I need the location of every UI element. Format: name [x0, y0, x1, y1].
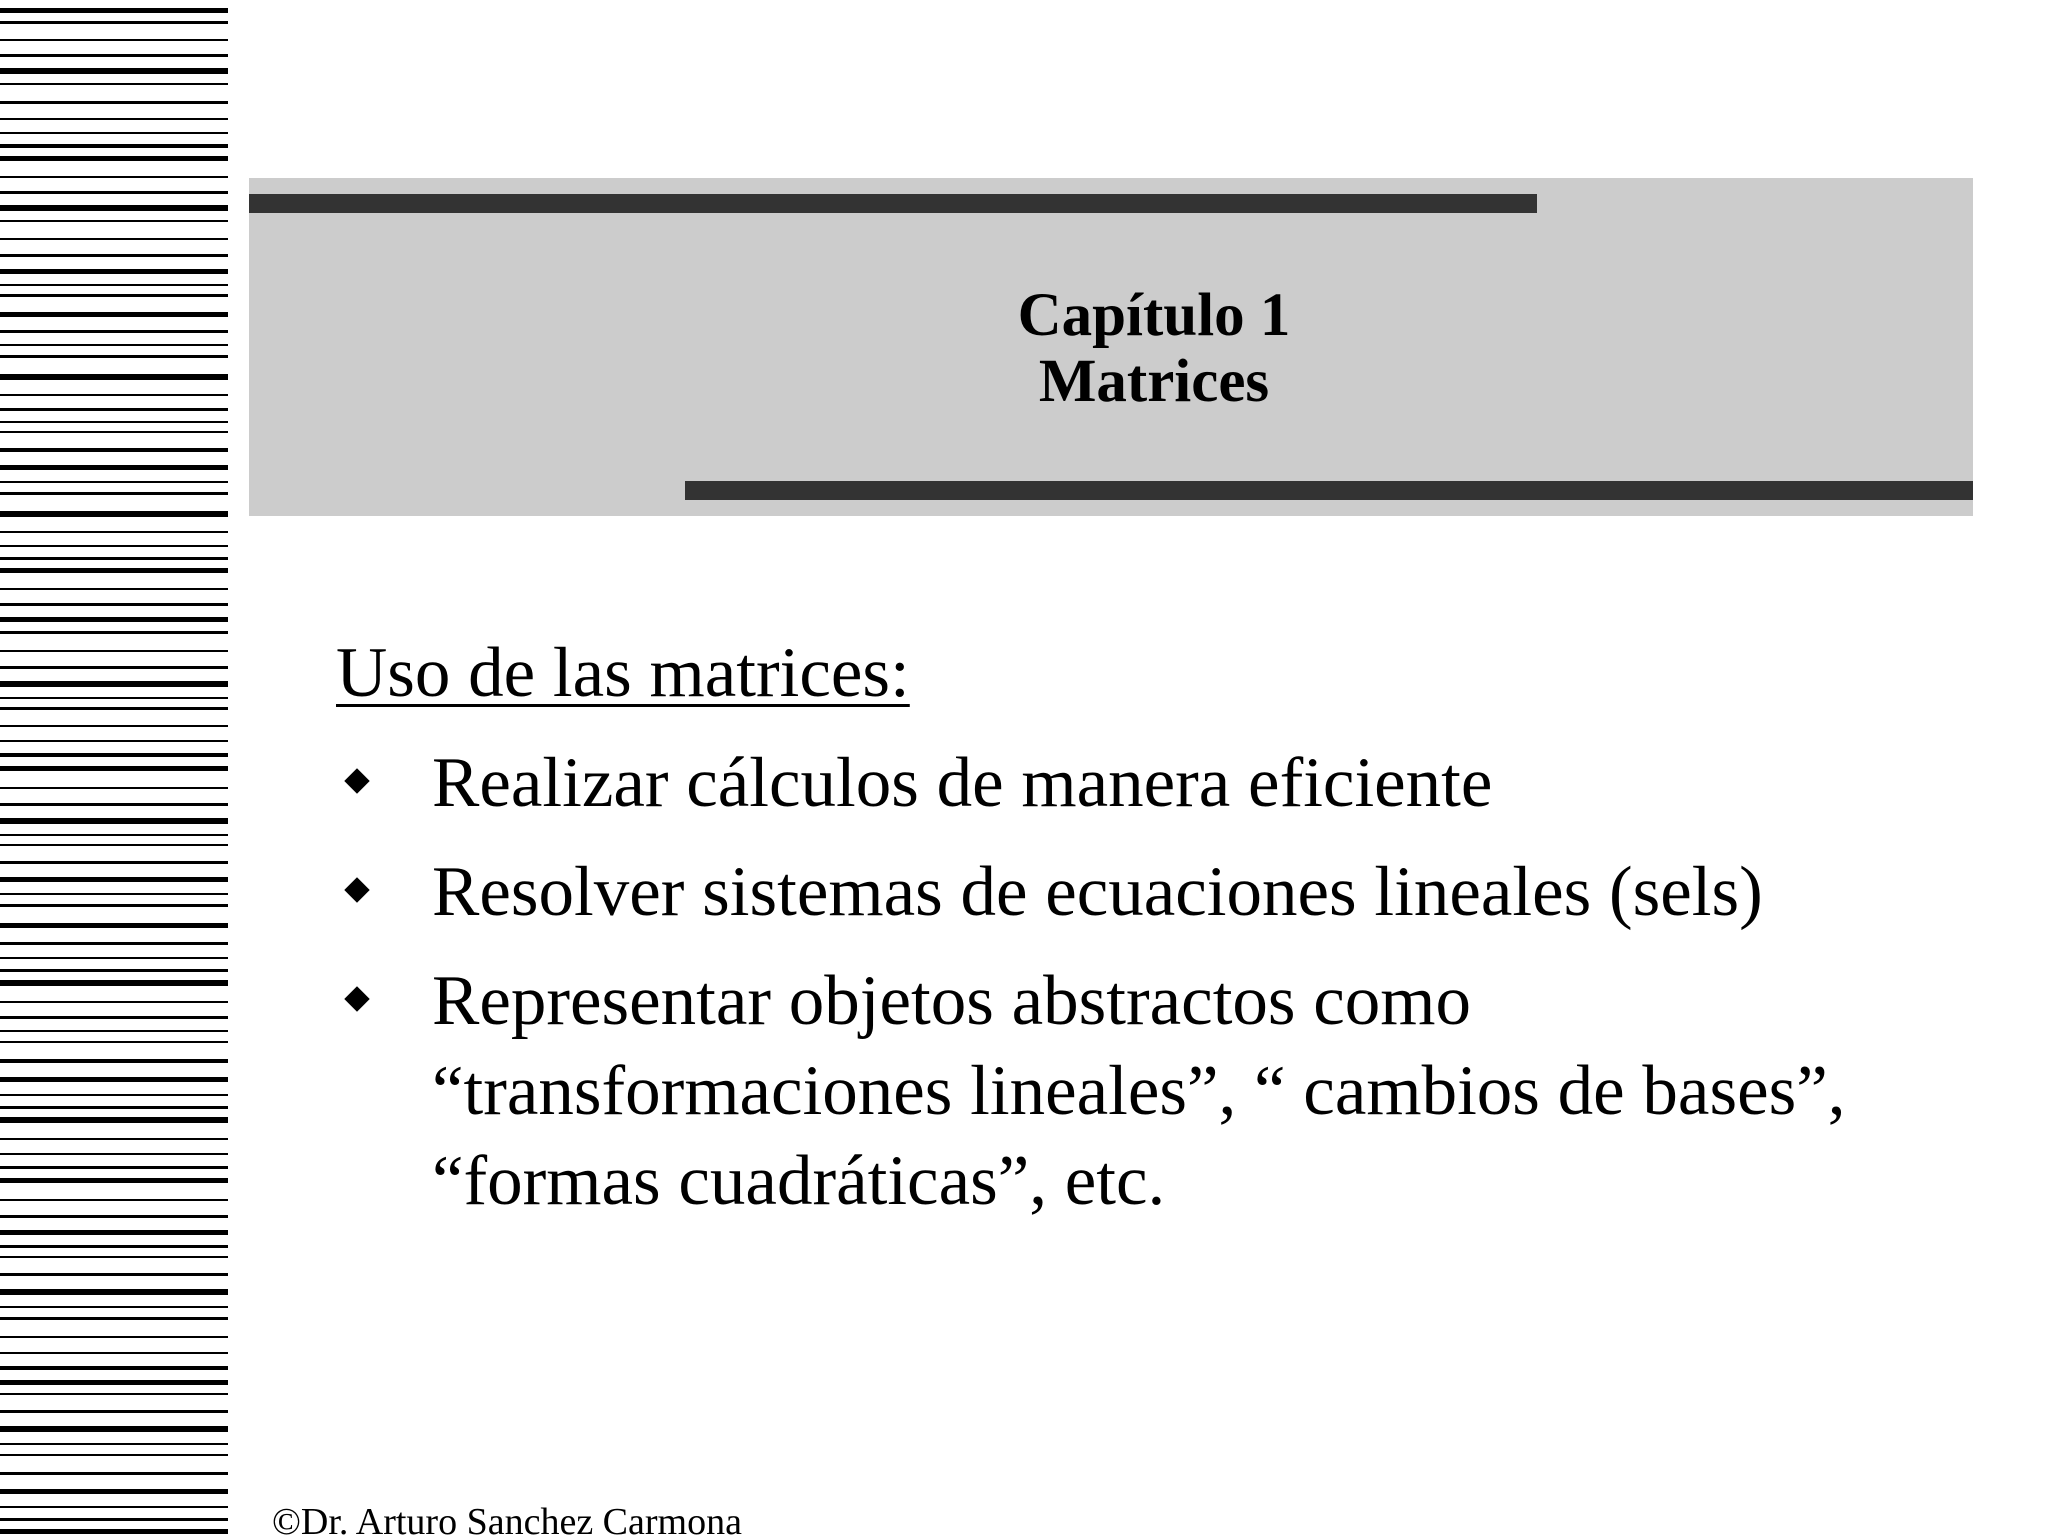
decorative-stripe [0, 666, 228, 669]
decorative-stripe [0, 1094, 228, 1096]
decorative-stripe [0, 220, 228, 222]
decorative-stripe [0, 1230, 228, 1235]
decorative-stripe [0, 101, 228, 104]
decorative-stripe [0, 844, 228, 846]
decorative-stripe [0, 1041, 228, 1043]
bullet-text: Realizar cálculos de manera eficiente [432, 744, 1493, 822]
decorative-stripe [0, 1215, 228, 1218]
decorative-stripe [0, 408, 228, 411]
decorative-stripe [0, 1153, 228, 1155]
decorative-stripe [0, 893, 228, 895]
decorative-stripe [0, 1410, 228, 1413]
decorative-stripe [0, 1306, 228, 1308]
decorative-stripe [0, 1529, 228, 1534]
decorative-stripe [0, 269, 228, 274]
decorative-stripe [0, 568, 228, 573]
decorative-stripe [0, 83, 228, 85]
decorative-stripe [0, 421, 228, 423]
decorative-stripe [0, 942, 228, 945]
decorative-stripe [0, 374, 228, 380]
bullet-text: Representar objetos abstractos como “transformaciones lineales”, “ cambios de bases”, “formas cuadráticas”, etc. [432, 962, 1846, 1220]
decorative-stripe [0, 191, 228, 194]
decorative-stripe [0, 877, 228, 882]
decorative-stripe [0, 1245, 228, 1248]
decorative-stripe [0, 1016, 228, 1019]
decorative-stripe [0, 557, 228, 560]
decorative-stripe [0, 1380, 228, 1385]
decorative-stripe [0, 818, 228, 824]
decorative-stripe [0, 707, 228, 710]
diamond-bullet-icon [344, 986, 369, 1011]
decorative-stripe [0, 861, 228, 864]
title-topic: Matrices [1038, 348, 1270, 415]
decorative-stripe [0, 1443, 228, 1445]
decorative-stripe [0, 284, 228, 286]
diamond-bullet-icon [344, 768, 369, 793]
diamond-bullet-icon [344, 877, 369, 902]
decorative-stripe [0, 1199, 228, 1201]
decorative-stripe [0, 1472, 228, 1475]
decorative-stripe [0, 1489, 228, 1494]
decorative-stripe [0, 144, 228, 148]
decorative-stripe [0, 492, 228, 495]
bullet-item [336, 738, 1976, 828]
decorative-stripe [0, 834, 228, 836]
decorative-stripe [0, 1077, 228, 1082]
decorative-stripe [0, 803, 228, 806]
decorative-stripe [0, 205, 228, 211]
decorative-stripe [0, 1138, 228, 1140]
decorative-stripe [0, 787, 228, 789]
decorative-stripe [0, 1336, 228, 1338]
decorative-stripe [0, 650, 228, 652]
title-chapter: Capítulo 1 [1017, 282, 1291, 349]
copyright-footer: ©Dr. Arturo Sanchez Carmona [272, 1501, 742, 1536]
decorative-stripe [0, 1366, 228, 1370]
bullet-item [336, 847, 1976, 937]
decorative-stripe [0, 238, 228, 240]
decorative-stripe [0, 631, 228, 634]
decorative-stripe [0, 603, 228, 606]
decorative-stripe [0, 344, 228, 346]
decorative-stripe [0, 54, 228, 57]
decorative-stripe [0, 481, 228, 483]
decorative-stripe [0, 1506, 228, 1508]
decorative-stripe [0, 394, 228, 396]
decorative-stripe [0, 697, 228, 699]
decorative-stripe [0, 1518, 228, 1521]
decorative-stripe [0, 740, 228, 742]
decorative-stripe [0, 330, 228, 333]
decorative-stripe [0, 1030, 228, 1032]
decorative-stripe [0, 588, 228, 590]
decorative-stripe [0, 753, 228, 757]
decorative-stripe [0, 1317, 228, 1320]
decorative-stripe [0, 904, 228, 907]
section-heading: Uso de las matrices: [336, 634, 910, 712]
bullet-text: Resolver sistemas de ecuaciones lineales (sels) [432, 853, 1763, 931]
decorative-stripe [0, 132, 228, 134]
decorative-stripe [0, 156, 228, 161]
decorative-stripe [0, 1178, 228, 1183]
slide-title [249, 283, 1973, 415]
decorative-stripe [0, 68, 228, 74]
decorative-stripe [0, 1393, 228, 1395]
decorative-stripe [0, 1256, 228, 1258]
decorative-stripe [0, 531, 228, 533]
decorative-stripe [0, 118, 228, 120]
decorative-barcode-stripes [0, 0, 228, 1536]
decorative-stripe [0, 969, 228, 972]
decorative-stripe [0, 1166, 228, 1169]
decorative-stripe [0, 766, 228, 771]
decorative-stripe [0, 254, 228, 257]
decorative-stripe [0, 355, 228, 358]
decorative-stripe [0, 1352, 228, 1354]
decorative-stripe [0, 923, 228, 928]
decorative-stripe [0, 21, 228, 24]
decorative-stripe [0, 465, 228, 470]
decorative-stripe [0, 1106, 228, 1109]
decorative-stripe [0, 725, 228, 727]
bullet-item [336, 956, 1976, 1226]
decorative-stripe [0, 545, 228, 547]
decorative-stripe [0, 980, 228, 986]
decorative-stripe [0, 39, 228, 41]
decorative-stripe [0, 448, 228, 452]
decorative-stripe [0, 957, 228, 959]
decorative-stripe [0, 617, 228, 622]
decorative-stripe [0, 176, 228, 178]
title-bottom-bar [685, 481, 1973, 500]
title-top-bar [249, 194, 1537, 213]
decorative-stripe [0, 294, 228, 297]
decorative-stripe [0, 511, 228, 517]
decorative-stripe [0, 1454, 228, 1456]
decorative-stripe [0, 1289, 228, 1295]
decorative-stripe [0, 8, 228, 13]
decorative-stripe [0, 1117, 228, 1123]
bullet-list [336, 738, 1976, 1245]
decorative-stripe [0, 431, 228, 433]
decorative-stripe [0, 1059, 228, 1063]
decorative-stripe [0, 1273, 228, 1276]
decorative-stripe [0, 1426, 228, 1432]
decorative-stripe [0, 681, 228, 687]
decorative-stripe [0, 312, 228, 317]
decorative-stripe [0, 1001, 228, 1003]
